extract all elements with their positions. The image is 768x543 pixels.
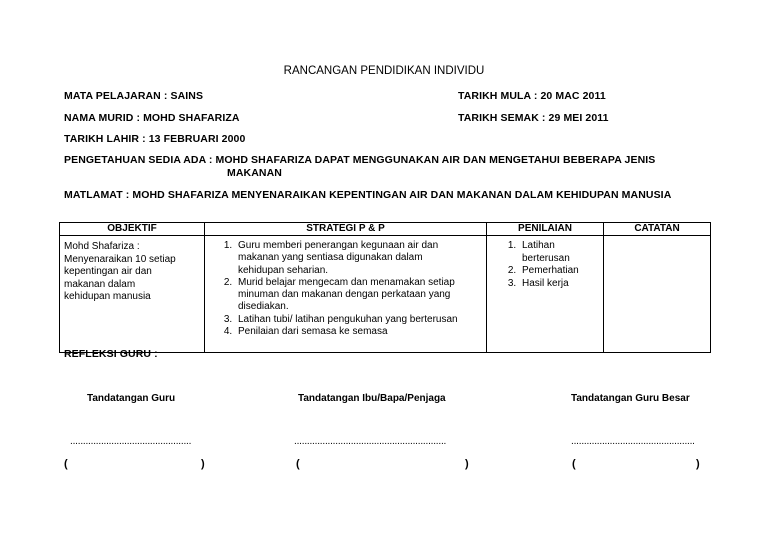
signature-label-guru: Tandatangan Guru [87, 393, 176, 404]
objektif-line: Menyenaraikan 10 setiap [64, 253, 176, 265]
list-item [519, 278, 603, 291]
objektif-line: Mohd Shafariza : [64, 241, 140, 252]
strategi-line: 4. Penilaian dari semasa ke semasa [238, 326, 388, 338]
list-item [519, 265, 603, 278]
cell-objektif [60, 236, 205, 353]
field-pengetahuan-sedia-ada: PENGETAHUAN SEDIA ADA : MOHD SHAFARIZA DAPAT MENGGUNAKAN AIR DAN MENGETAHUI BEBERAPA JENIS [64, 154, 656, 166]
refleksi-label: REFLEKSI GURU : [64, 348, 158, 360]
penilaian-line: 3. Hasil kerja [522, 277, 569, 289]
objektif-line: kehidupan manusia [64, 291, 151, 302]
field-pengetahuan-continuation: MAKANAN [227, 167, 282, 179]
list-item [235, 240, 486, 277]
signature-line-guru-besar: ................................................ [571, 436, 695, 447]
penilaian-line: 1. Latihan [522, 240, 555, 251]
name-close-paren-ibu-bapa: ) [465, 458, 469, 470]
plan-table [59, 222, 711, 353]
signature-line-ibu-bapa: ........................................................... [294, 436, 447, 447]
strategi-line: disediakan. [238, 301, 289, 313]
penilaian-line: berterusan [522, 252, 570, 264]
objektif-line: kepentingan air dan [64, 266, 152, 277]
list-item [235, 314, 486, 326]
strategi-line: 2. Murid belajar mengecam dan menamakan setiap [238, 276, 455, 288]
field-tarikh-mula: TARIKH MULA : 20 MAC 2011 [458, 90, 606, 102]
field-tarikh-semak: TARIKH SEMAK : 29 MEI 2011 [458, 112, 609, 124]
name-close-paren-guru-besar: ) [696, 458, 700, 470]
signature-line-guru: ............................................... [70, 436, 192, 447]
list-item [235, 326, 486, 338]
name-open-paren-ibu-bapa: ( [296, 458, 300, 470]
strategi-list [205, 236, 486, 338]
header-catatan: CATATAN [604, 223, 711, 236]
name-close-paren-guru: ) [201, 458, 205, 470]
signature-label-ibu-bapa: Tandatangan Ibu/Bapa/Penjaga [298, 393, 446, 404]
header-objektif: OBJEKTIF [60, 223, 205, 236]
cell-catatan [604, 236, 711, 353]
field-matlamat: MATLAMAT : MOHD SHAFARIZA MENYENARAIKAN KEPENTINGAN AIR DAN MAKANAN DALAM KEHIDUPAN MANUSIA [64, 189, 672, 201]
field-nama-murid: NAMA MURID : MOHD SHAFARIZA [64, 112, 240, 124]
strategi-line: kehidupan seharian. [238, 264, 329, 276]
header-strategi: STRATEGI P & P [205, 223, 487, 236]
header-penilaian: PENILAIAN [487, 223, 604, 236]
objektif-line: makanan dalam [64, 278, 136, 290]
cell-strategi [205, 236, 487, 353]
strategi-line: makanan yang sentiasa digunakan dalam [238, 252, 423, 264]
strategi-line: 3. Latihan tubi/ latihan pengukuhan yang berterusan [238, 313, 458, 325]
penilaian-line: 2. Pemerhatian [522, 265, 579, 276]
strategi-line: minuman dan makanan dengan perkataan yang [238, 289, 451, 301]
cell-penilaian [487, 236, 604, 353]
list-item [235, 277, 486, 314]
field-tarikh-lahir: TARIKH LAHIR : 13 FEBRUARI 2000 [64, 133, 246, 145]
strategi-line: 1. Guru memberi penerangan kegunaan air dan [238, 240, 439, 251]
penilaian-list [487, 236, 603, 290]
name-open-paren-guru: ( [64, 458, 68, 470]
name-open-paren-guru-besar: ( [572, 458, 576, 470]
table-row [60, 236, 711, 353]
table-header-row [60, 223, 711, 236]
field-mata-pelajaran: MATA PELAJARAN : SAINS [64, 90, 204, 102]
signature-label-guru-besar: Tandatangan Guru Besar [571, 393, 690, 404]
page-title: RANCANGAN PENDIDIKAN INDIVIDU [283, 65, 485, 77]
list-item [519, 240, 603, 265]
